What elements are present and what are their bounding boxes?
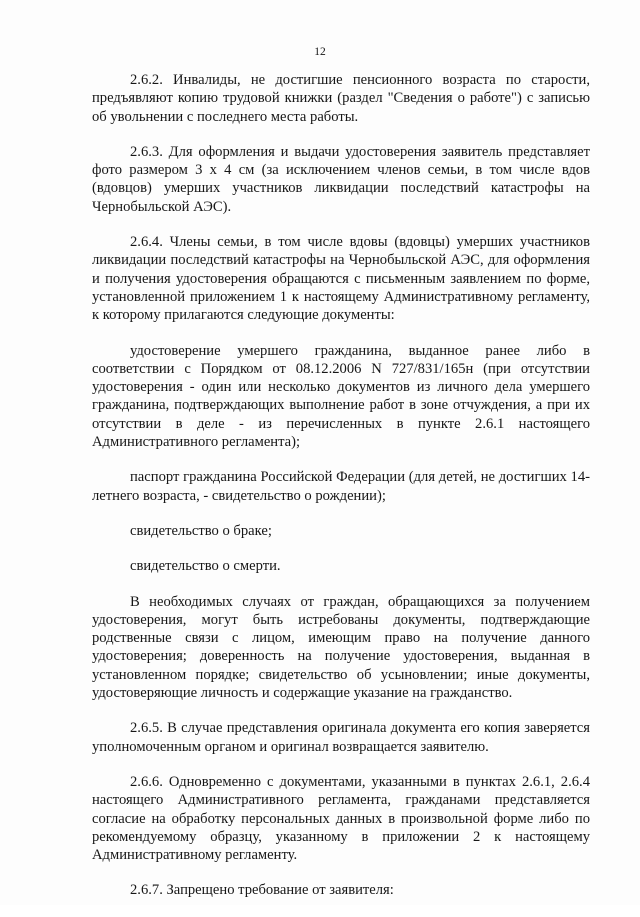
list-item-passport: паспорт гражданина Российской Федерации (для детей, не достигших 14-летнего возраста, - свидетельство о рождении); bbox=[92, 469, 590, 504]
paragraph-2-6-5: 2.6.5. В случае представления оригинала документа его копия заверяется уполномоченным органом и оригинал возвращается заявителю. bbox=[92, 720, 590, 755]
list-item-death-certificate: свидетельство о смерти. bbox=[130, 558, 281, 575]
document-body bbox=[92, 71, 590, 917]
paragraph-2-6-6: 2.6.6. Одновременно с документами, указанными в пунктах 2.6.1, 2.6.4 настоящего Административного регламента, гражданами представляется согласие на обработку персональных данных в произвольной форме либо по рекомендуемому образцу, указанному в приложении 2 к настоящему Административному регламенту. bbox=[92, 773, 590, 864]
paragraph-additional-documents: В необходимых случаях от граждан, обращающихся за получением удостоверения, могут быть истребованы документы, подтверждающие родственные связи с лицом, имеющим право на получение данного удостоверения; доверенность на получение удостоверения, выданная в установленном порядке; свидетельство об усыновлении; иные документы, удостоверяющие личность и содержащие указание на гражданство. bbox=[92, 593, 590, 702]
list-item-certificate: удостоверение умершего гражданина, выданное ранее либо в соответствии с Порядком от 08.12.2006 N 727/831/165н (при отсутствии удостоверения - один или несколько документов из личного дела умершего гражданина, подтверждающих выполнение работ в зоне отчуждения, а при их отсутствии в деле - из перечисленных в пункте 2.6.1 настоящего Административного регламента); bbox=[92, 342, 590, 451]
list-item-marriage-certificate: свидетельство о браке; bbox=[130, 522, 272, 539]
paragraph-2-6-4: 2.6.4. Члены семьи, в том числе вдовы (вдовцы) умерших участников ликвидации последствий катастрофы на Чернобыльской АЭС, для оформления и получения удостоверения обращаются с письменным заявлением по форме, установленной приложением 1 к настоящему Административному регламенту, к которому прилагаются следующие документы: bbox=[92, 234, 590, 324]
paragraph-2-6-2: 2.6.2. Инвалиды, не достигшие пенсионного возраста по старости, предъявляют копию трудовой книжки (раздел "Сведения о работе") с записью об увольнении с последнего места работы. bbox=[92, 72, 590, 125]
paragraph-2-6-7: 2.6.7. Запрещено требование от заявителя: bbox=[130, 882, 394, 899]
page-number: 12 bbox=[314, 46, 326, 58]
paragraph-2-6-3: 2.6.3. Для оформления и выдачи удостоверения заявитель представляет фото размером 3 х 4 см (за исключением членов семьи, в том числе вдов (вдовцов) умерших участников ликвидации последствий катастрофы на Чернобыльской АЭС). bbox=[92, 143, 590, 215]
